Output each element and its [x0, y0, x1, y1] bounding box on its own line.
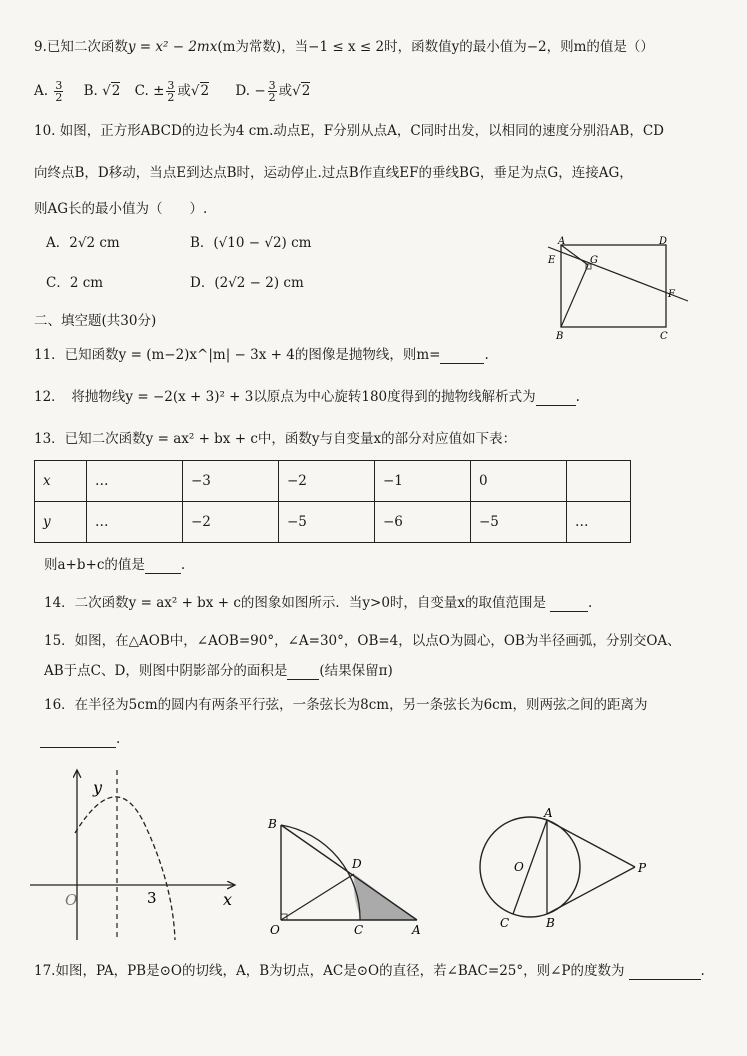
- label-o: O: [514, 860, 524, 874]
- q13-blank[interactable]: [145, 559, 181, 574]
- label-b: B: [556, 331, 564, 342]
- q10-opt-c: C．2 cm: [46, 275, 104, 291]
- label-c: C: [354, 923, 364, 936]
- q10-opt-b: B．(√10 − √2) cm: [190, 235, 312, 251]
- table-cell: −5: [471, 502, 567, 543]
- tangent-pa: [547, 820, 635, 867]
- q17-blank[interactable]: [629, 965, 701, 980]
- q15-line2b: (结果保留π): [319, 663, 393, 679]
- q17-tangent-figure: [470, 805, 660, 933]
- q15-sector-figure: [262, 808, 437, 936]
- q9-opt-c-rad: 2: [200, 83, 210, 99]
- q13-text: 13．已知二次函数y = ax² + bx + c中，函数y与自变量x的部分对应值如下表：: [34, 431, 517, 447]
- label-b: B: [268, 817, 277, 831]
- q15-blank[interactable]: [287, 665, 319, 680]
- frac-den: 2: [55, 91, 63, 104]
- label-e: E: [548, 255, 556, 266]
- label-three: 3: [147, 889, 157, 907]
- q14-parabola-figure: [25, 765, 240, 945]
- q9-formula: y = x² − 2mx: [127, 39, 218, 55]
- arc-bc: [281, 825, 360, 920]
- q9-stem: [34, 38, 654, 56]
- label-a: A: [412, 923, 421, 936]
- table-cell: −5: [279, 502, 375, 543]
- q16-blank[interactable]: [40, 733, 116, 748]
- q16-answer: [40, 730, 120, 748]
- q17-text: 17.如图，PA，PB是⊙O的切线，A，B为切点，AC是⊙O的直径，若∠BAC=25°，则∠P的度数为: [34, 963, 625, 979]
- q9-opt-d-rad: 2: [301, 83, 311, 99]
- q15-line2a: AB于点C、D，则图中阴影部分的面积是: [44, 663, 288, 679]
- label-y: y: [93, 778, 103, 797]
- q13-after-end: .: [180, 557, 186, 573]
- table-cell: [567, 461, 631, 502]
- q13-after: [44, 556, 185, 574]
- q12-blank[interactable]: [536, 391, 576, 406]
- frac-den: 2: [167, 91, 175, 104]
- q9-opt-d-frac: [268, 80, 277, 103]
- frac-num: 3: [55, 79, 63, 92]
- q15-line2: [44, 662, 393, 680]
- q12-end: .: [575, 389, 580, 405]
- q9-opt-c-tail: 或: [177, 83, 191, 99]
- line-ef: [548, 247, 688, 301]
- label-a: A: [544, 806, 553, 820]
- label-d: D: [659, 236, 668, 247]
- table-cell: 0: [471, 461, 567, 502]
- q14-end: .: [588, 595, 593, 611]
- table-row: [35, 502, 631, 543]
- table-cell: −2: [183, 502, 279, 543]
- table-cell: x: [35, 461, 87, 502]
- q10-square-figure: [540, 235, 690, 347]
- q9-opt-d-tail: 或: [278, 83, 293, 99]
- section-title: 二、填空题(共30分): [34, 313, 157, 329]
- line-bg: [561, 265, 588, 327]
- table-cell: −3: [183, 461, 279, 502]
- label-a: A: [558, 236, 566, 247]
- table-cell: …: [87, 461, 183, 502]
- q10-line1: 10. 如图，正方形ABCD的边长为4 cm.动点E，F分别从点A，C同时出发，以相同的速度分别沿AB，CD: [34, 123, 664, 139]
- q9-stem-b: ，当−1 ≤ x ≤ 2时，函数值y的最小值为−2，则m的值是（）: [281, 39, 654, 55]
- q9-opt-c-label: C. ±: [134, 83, 165, 99]
- label-d: D: [352, 857, 362, 871]
- q10-line2: 向终点B，D移动，当点E到达点B时，运动停止.过点B作直线EF的垂线BG，垂足为点G，连接AG，: [34, 165, 633, 181]
- q9-paren: (m为常数): [217, 39, 282, 55]
- segment-od: [281, 874, 354, 920]
- frac-den: 2: [268, 91, 276, 104]
- q9-opt-a-frac: [54, 80, 63, 103]
- q12: [34, 388, 580, 406]
- q9-opt-a-label: A.: [34, 83, 49, 99]
- tangent-pb: [547, 867, 635, 914]
- q9-opt-d-label: D. −: [235, 83, 266, 99]
- q9-opt-b-label: B.: [83, 83, 98, 99]
- q9-opt-c-frac: [166, 80, 175, 103]
- q16-end: .: [116, 731, 121, 747]
- q11-end: .: [484, 347, 489, 363]
- q16-text: 16．在半径为5cm的圆内有两条平行弦，一条弦长为8cm，另一条弦长为6cm，则两弦之间的距离为: [44, 697, 648, 713]
- q17: [34, 962, 705, 980]
- frac-num: 3: [268, 79, 276, 92]
- line-ag: [561, 245, 588, 265]
- table-cell: …: [87, 502, 183, 543]
- label-g: G: [590, 255, 598, 266]
- q9-options: A. $\frac{3}{2}$ B. √2 C. ± $\frac{3}{2}$ 或√2 D. − $\frac{3}{2}$ 或√2: [34, 79, 311, 104]
- q10-opt-d: D．(2√2 − 2) cm: [190, 275, 304, 291]
- label-o: O: [270, 923, 280, 936]
- parabola-curve: [75, 797, 175, 940]
- label-x: x: [223, 890, 233, 909]
- q11-text: 11．已知函数y = (m−2)x^|m| − 3x + 4的图像是抛物线，则m=: [34, 347, 441, 363]
- table-row: [35, 461, 631, 502]
- segment-ab: [281, 825, 417, 920]
- q13-after-text: 则a+b+c的值是: [44, 557, 145, 573]
- q13-value-table: [34, 460, 631, 543]
- q14-text: 14．二次函数y = ax² + bx + c的图象如图所示．当y>0时，自变量x的取值范围是: [44, 595, 547, 611]
- q14: [44, 594, 592, 612]
- q14-blank[interactable]: [550, 597, 588, 612]
- table-cell: −1: [375, 461, 471, 502]
- table-cell: y: [35, 502, 87, 543]
- q12-text: 12． 将抛物线y = −2(x + 3)² + 3以原点为中心旋转180度得到的抛物线解析式为: [34, 389, 536, 405]
- q9-stem-a: 9.已知二次函数: [34, 39, 128, 55]
- q11-blank[interactable]: [440, 349, 484, 364]
- label-c: C: [660, 331, 668, 342]
- q9-opt-b-rad: 2: [111, 83, 121, 99]
- table-cell: −6: [375, 502, 471, 543]
- table-cell: −2: [279, 461, 375, 502]
- table-cell: …: [567, 502, 631, 543]
- label-p: P: [638, 861, 647, 875]
- label-f: F: [668, 289, 675, 300]
- q15-line1: 15．如图，在△AOB中，∠AOB=90°，∠A=30°，OB=4，以点O为圆心，OB为半径画弧，分别交OA、: [44, 633, 681, 649]
- q10-line3: 则AG长的最小值为（ ）.: [34, 201, 208, 217]
- q17-end: .: [700, 963, 705, 979]
- q10-opt-a: A．2√2 cm: [46, 235, 120, 251]
- label-origin: O: [65, 891, 78, 909]
- frac-num: 3: [167, 79, 175, 92]
- label-c: C: [500, 916, 510, 930]
- q11: [34, 346, 489, 364]
- label-b: B: [546, 916, 555, 930]
